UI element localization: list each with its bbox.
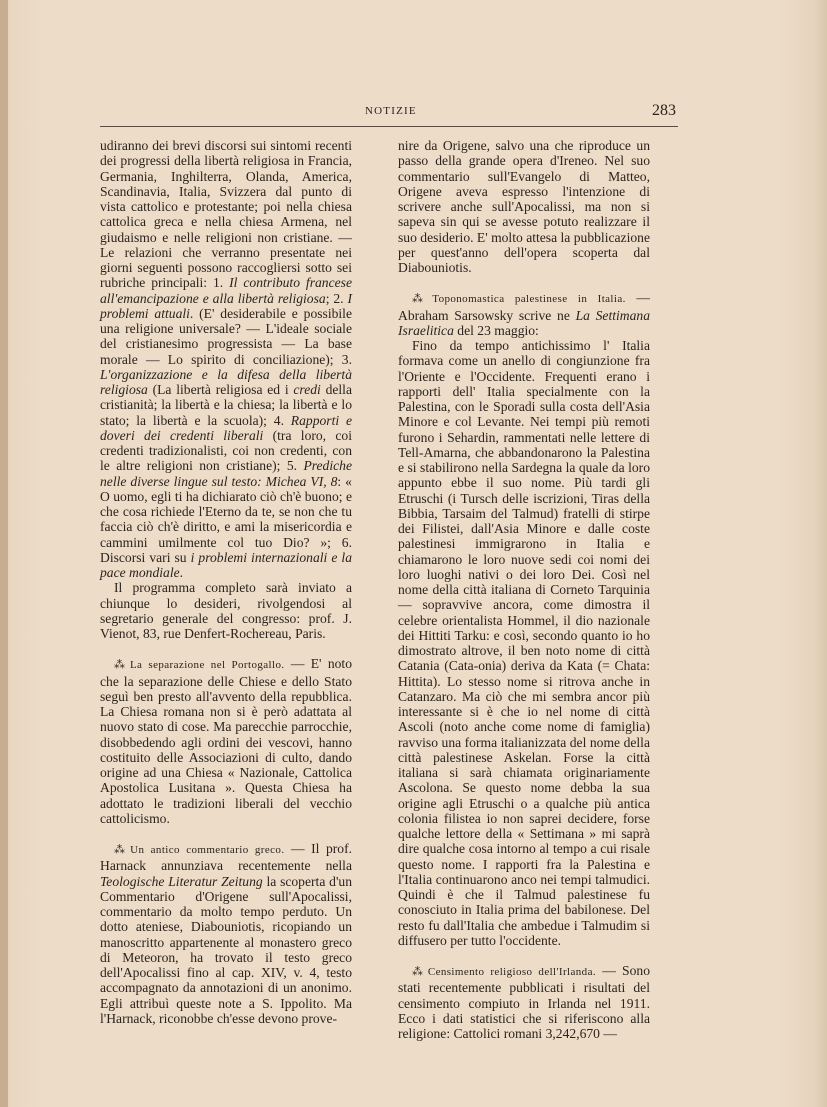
paragraph-quotation: Fino da tempo antichissimo l' Italia formava come un anello di congiunzione fra l'Oriente e l'Occidente. Frequenti erano i rapporti dell' Italia specialmente con la Palestina, con le Sporadi sulla costa dell'Asia Minore e col Levante. Nei tempi più remoti furono i Sehardin, rammentati nelle lettere di Tell-Amarna, che abbandonarono la Palestina e si stabilirono nella Sardegna la quale da loro appunto ebbe il suo nome. Più tardi gli Etruschi (i Tursch delle iscrizioni, Tiras della Bibbia, Tarsaim del Talmud) fratelli di stirpe dei Filistei, dall'Asia Minore e dalle coste palestinesi immigrarono in Italia e chiamarono le loro nuove sedi coi nomi dei loro luoghi nativi o dei loro Dei. Così nel nome della città italiana di Corneto Tarquinia — sopravvive ancora, come dimostra il celebre orientalista Hommel, il dio nazionale dei Hittiti Tarku: e così, secondo quanto io ho dimostrato altrove, il ben noto nome di città Catania (Cata-onia) deriva da Kata (= Chata: Hittita). Lo stesso nome si ritrova anche in Catanzaro. Ma ciò che mi sembra ancor più interessante si è che io nel nome di città Ascoli (noto anche come nome di famiglia) ravviso una forma italianizzata del nome della città palestinese Askelan. Forse la città italiana si sarà chiamata originariamente Ascolona. Se questo nome debba la sua origine agli Etruschi o a qualche più antica colonia filistea io non saprei decidere, forse qualche lettore della « Settimana » mi saprà dire qualche cosa intorno al tempo a cui risale questo nome. I rapporti fra la Palestina e l'Italia continuarono anco nei tempi talmudici. Quindi è che il Talmud palestinese fu conosciuto in Italia prima del babilonese. Del resto fu dall'Italia che ambedue i Talmudim si diffusero per tutto l'occidente. [398, 338, 650, 948]
asterism-ornament: ⁂ [114, 659, 127, 672]
section-toponomastica: ⁂ Toponomastica palestinese in Italia. —Abraham Sarsowsky scrive ne La Settimana Israelitica del 23 maggio: [398, 290, 651, 338]
asterism-ornament: ⁂ [412, 966, 425, 978]
section-heading: Un antico commentario greco. [130, 844, 285, 856]
binding-edge [0, 0, 8, 1107]
page-number: 283 [652, 102, 676, 119]
asterism-ornament: ⁂ [114, 844, 128, 856]
section-heading: Censimento religioso dell'Irlanda. [427, 966, 596, 978]
section-portugal: ⁂ La separazione nel Portogallo. — E' noto che la separazione delle Chiese e dello Stato seguì ben presto all'avvento della repubblica. La Chiesa romana non si è però adattata al nuovo stato di cose. Ma parecchie parrocchie, disobbedendo agli ordini dei vescovi, hanno costituito delle Associazioni di culto, dando origine ad una Chiesa « Nazionale, Cattolica Apostolica Lusitana ». Questa Chiesa ha adottato le tradizioni liberali del vecchio cattolicismo. [100, 656, 352, 826]
running-title: NOTIZIE [365, 105, 417, 117]
section-ireland-census: ⁂ Censimento religioso dell'Irlanda. — Sono stati recentemente pubblicati i risultati del censimento compiuto in Irlanda nel 1911. Ecco i dati statistici che si riferiscono alla religione: Cattolici romani 3,242,670 — [398, 963, 650, 1041]
left-column [100, 138, 352, 1026]
page-header [100, 103, 678, 123]
section-heading: La separazione nel Portogallo. [129, 659, 285, 672]
section-heading: Toponomastica palestinese in Italia. [432, 293, 626, 306]
right-column [398, 138, 650, 1041]
paragraph-congress-program: udiranno dei brevi discorsi sui sintomi recenti dei progressi della libertà religiosa in Francia, Germania, Inghilterra, Olanda, America, Scandinavia, Italia, Svizzera dal punto di vista cattolico e protestante; poi nella chiesa cattolica greca e nella chiesa Armena, nel giudaismo e nelle religioni non cristiane. — Le relazioni che verranno presentate nei giorni seguenti possono raccogliersi sotto sei rubriche principali: 1. Il contributo francese all'emancipazione e alla libertà religiosa; 2. I problemi attuali. (E' desiderabile e possibile una religione universale? — L'ideale sociale del cristianesimo progressista — La base morale — Lo spirito di conciliazione); 3. L'organizzazione e la difesa della libertà religiosa (La libertà religiosa ed i credi della cristianità; la libertà e la chiesa; la libertà e lo stato; la libertà e la scuola); 4. Rapporti e doveri dei credenti liberali (tra loro, coi credenti tradizionalisti, coi non credenti, con le altre religioni non cristiane); 5. Prediche nelle diverse lingue sul testo: Michea VI, 8: « O uomo, egli ti ha dichiarato ciò ch'è buono; e che cosa richiede l'Eterno da te, se non che tu faccia ciò ch'è diritto, e ami la misericordia e cammini umilmente col tuo Dio? »; 6. Discorsi vari su i problemi internazionali e la pace mondiale. [100, 138, 352, 580]
paragraph-continuation: nire da Origene, salvo una che riproduce un passo della grande opera d'Ireneo. Nel suo commentario sull'Evangelo di Matteo, Origene aveva espresso l'intenzione di scrivere anche sull'Apocalissi, ma non si sapeva sin qui se avesse potuto realizzare il suo desiderio. E' molto attesa la pubblicazione per quest'anno dell'opera scoperta dal Diabouniotis. [398, 138, 650, 275]
section-greek-commentary: ⁂ Un antico commentario greco. — Il prof. Harnack annunziava recentemente nella Teologische Literatur Zeitung la scoperta d'un Commentario d'Origene sull'Apocalissi, commentario da molto tempo perduto. Un dotto ateniese, Diabouniotis, ricopiando un manoscritto appartenente al monastero greco di Meteoron, ha trovato il testo greco dell'Apocalissi fino al cap. XIV, v. 4, testo accompagnato da annotazioni di un anonimo. Egli attribuì queste note a S. Ippolito. Ma l'Harnack, riconobbe ch'esse devono prove- [100, 841, 352, 1026]
paragraph-program-info: Il programma completo sarà inviato a chiunque lo desideri, rivolgendosi al segretario generale del congresso: prof. J. Vienot, 83, rue Denfert-Rochereau, Paris. [100, 580, 352, 641]
asterism-ornament: ⁂ [412, 293, 430, 306]
header-rule [100, 126, 678, 127]
